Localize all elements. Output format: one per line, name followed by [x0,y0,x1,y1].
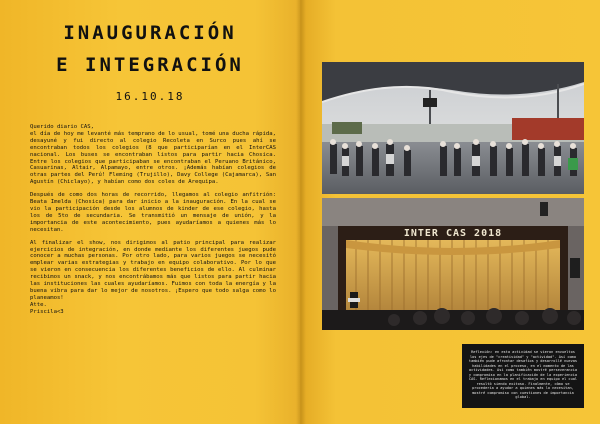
reflection-caption: Reflexión: en esta actividad se vieron envueltos los ejes de "creatividad" y "actividad". Así como también pude afrontar desafíos y desarrollé nuevas habilidades en el proceso, en el momento de las actividades. Así como también mostré perseverancia y compromiso en la planificación de la experiencia CAS. Reflexionamos en el trabajo en equipo el cual resultó siendo exitoso. Finalmente, cómo se procedería a ayudar a quienes más lo necesitan, mostré compromiso con cuestiones de importancia global. [462,344,584,408]
paragraph-2: Después de como dos horas de recorrido, llegamos al colegio anfitrión: Beata Imelda (Chosica) para dar inicio a la inauguración. En la cual se vio la participación desde los alumnos de kinder de ese colegio, hasta los de 5to de secundaria. Se transmitió un mensaje de unión, y la importancia de este acontecimiento, pues ayudaríamos a quienes más lo necesitan. [30,192,276,233]
closing: Atte. [30,301,47,308]
photo-stage [322,198,584,330]
stage-banner-text: INTER CAS 2018 [403,228,503,239]
book-spine [296,0,306,424]
signature: Priscila<3 [30,308,64,315]
title-line-1: INAUGURACIÓN [63,22,237,44]
diary-text [30,124,276,316]
photo-schoolyard [322,62,584,194]
entry-date: 16.10.18 [115,90,185,103]
title-line-2: E INTEGRACIÓN [56,54,244,76]
paragraph-3: Al finalizar el show, nos dirigimos al patio principal para realizar ejercicios de integración, en donde mediante los diferentes juegos pude conocer a muchas personas. Por otro lado, para varios juegos se necesitó emplear varias estrategias y trabajo en equipo colaborativo. Por lo que se vieron en consecuencia los diferentes beneficios de ello. Al culminar recibimos un snack, y nos encontrábamos más que listos para partir hacia las instituciones las cuales ayudaríamos. Fuimos con toda la energía y la buena vibra para dar lo mejor de nosotros. ¡Espero que todo salga como lo planeamos! [30,239,276,301]
paragraph-1: Querido diario CAS, el día de hoy me levanté más temprano de lo usual, tomé una ducha rápida, desayuné y fui directo al colegio Recoleta en Surco pues ahí se encontraban todos los colegios (8 que participarían en el InterCAS nacional. Los buses se encontraban listos para partir hacia Chosica. Entre los colegios que participaban se encontraban el Peruano Británico, Casuarinas, Altair, Alpamayo, entre otros. ¡Además habían colegios de otras partes del Perú! Fleming (Trujillo), Davy College (Cajamarca), San Agustín (Chiclayo), y habían como dos coles de Arequipa. [30,124,276,186]
